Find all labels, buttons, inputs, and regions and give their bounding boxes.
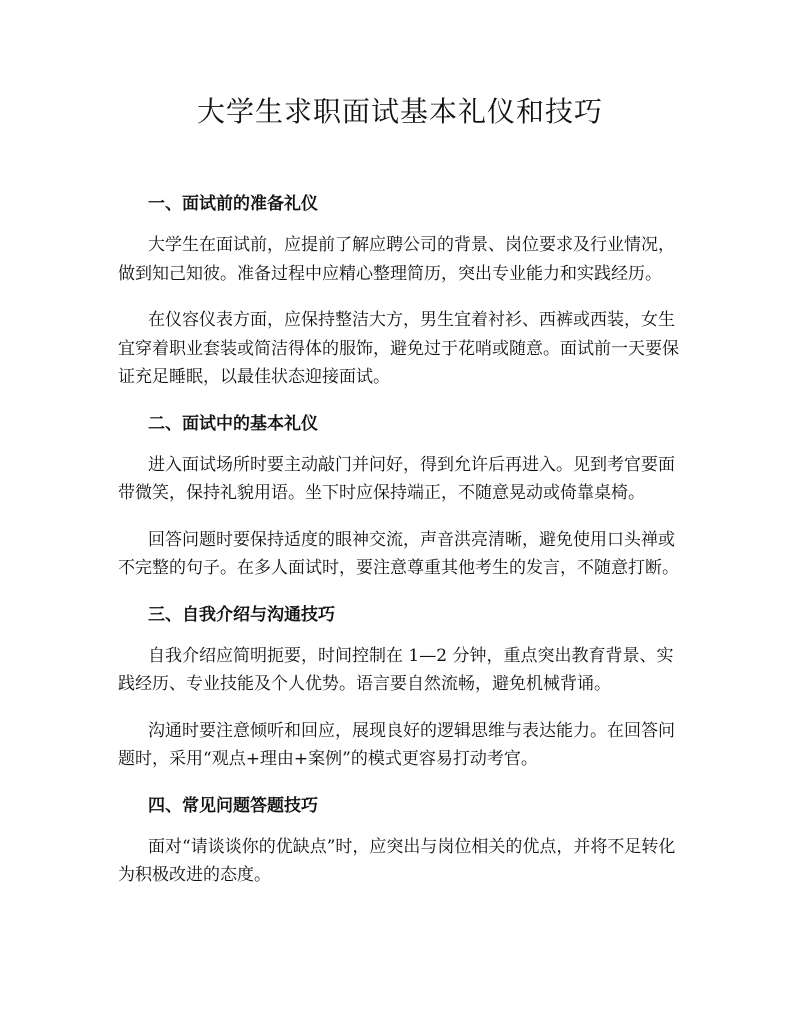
section-during-interview <box>118 410 688 601</box>
section-pre-interview <box>118 190 688 410</box>
section-heading: 四、常见问题答题技巧 <box>148 795 318 816</box>
paragraph: 回答问题时要保持适度的眼神交流，声音洪亮清晰，避免使用口头禅或不完整的句子。在多人面试时，要注意尊重其他考生的发言，不随意打断。 <box>118 529 679 578</box>
document-title: 大学生求职面试基本礼仪和技巧 <box>196 95 603 128</box>
section-self-introduction <box>118 601 688 792</box>
section-heading: 二、面试中的基本礼仪 <box>148 413 318 434</box>
paragraph: 大学生在面试前，应提前了解应聘公司的背景、岗位要求及行业情况，做到知己知彼。准备过程中应精心整理简历，突出专业能力和实践经历。 <box>118 235 675 284</box>
paragraph: 进入面试场所时要主动敲门并问好，得到允许后再进入。见到考官要面带微笑，保持礼貌用语。坐下时应保持端正，不随意晃动或倚靠桌椅。 <box>118 454 675 503</box>
section-heading: 一、面试前的准备礼仪 <box>148 194 318 214</box>
section-common-questions <box>118 792 688 890</box>
document-body <box>118 190 688 890</box>
paragraph: 沟通时要注意倾听和回应，展现良好的逻辑思维与表达能力。在回答问题时，采用“观点+理由+案例”的模式更容易打动考官。 <box>118 720 675 769</box>
paragraph: 自我介绍应简明扼要，时间控制在 1—2 分钟，重点突出教育背景、实践经历、专业技能及个人优势。语言要自然流畅，避免机械背诵。 <box>118 645 674 694</box>
section-heading: 三、自我介绍与沟通技巧 <box>148 604 335 625</box>
paragraph: 在仪容仪表方面，应保持整洁大方，男生宜着衬衫、西裤或西装，女生宜穿着职业套装或简洁得体的服饰，避免过于花哨或随意。面试前一天要保证充足睡眠，以最佳状态迎接面试。 <box>118 310 679 387</box>
paragraph: 面对“请谈谈你的优缺点”时，应突出与岗位相关的优点，并将不足转化为积极改进的态度。 <box>118 836 676 885</box>
